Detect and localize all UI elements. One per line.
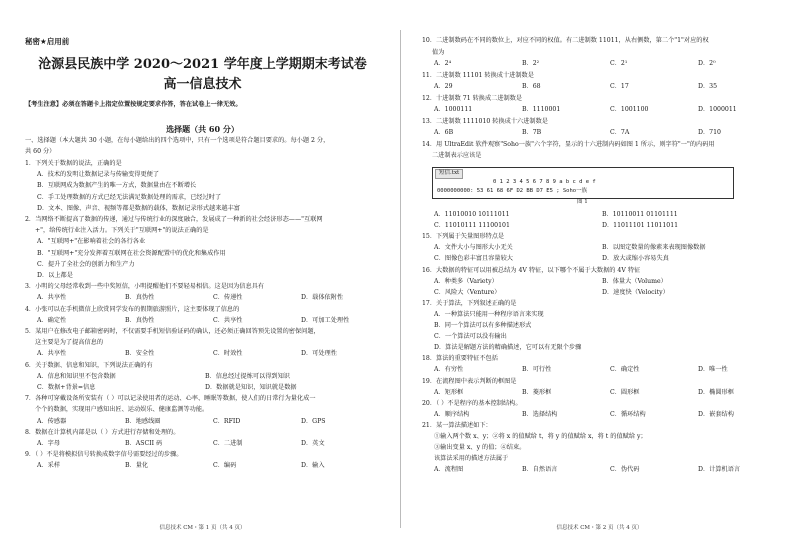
answer-option: B．菱形框	[522, 388, 552, 396]
answer-option: C．二进制	[213, 440, 243, 447]
answer-option: B．1110001	[522, 106, 561, 113]
answer-option: ③输出变量 x、y 的值；④结束。	[434, 444, 526, 452]
question-stem: 7．各种可穿戴设备所安装有（ ）可以记录使用者的运动、心率、睡眠等数据，使人们的日常行为量化成一	[25, 395, 316, 403]
section-intro-cont: 共 60 分）	[25, 148, 56, 155]
answer-option: C．圆形框	[610, 388, 640, 396]
question-stem: 17．关于算法，下列叙述正确的是	[422, 299, 517, 307]
answer-option: C．17	[610, 83, 629, 90]
answer-option: A．信息和知识里不包含数据	[37, 372, 116, 380]
answer-option: D．可加工处理性	[301, 316, 350, 324]
question-stem: 12．十进制数 71 转换成二进制数是	[422, 94, 523, 102]
answer-option: D．速度快（Velocity）	[602, 288, 669, 296]
answer-option: B．真伪性	[125, 316, 155, 324]
answer-option: A．2⁴	[434, 60, 452, 67]
left-page	[15, 0, 390, 544]
answer-option: A．6B	[434, 129, 454, 136]
question-stem: 9．（ ）不是将模拟信号转换成数字信号需要经过的步骤。	[25, 451, 183, 459]
answer-option: C．传递性	[213, 294, 243, 302]
answer-option: B．自然语言	[522, 466, 558, 474]
answer-option: B．信息经过提炼可以得到知识	[205, 372, 290, 380]
hex-figure	[432, 167, 734, 199]
answer-option: A．"互联网+"在影响着社会的各行各业	[37, 238, 146, 246]
answer-option: B．2²	[522, 60, 540, 67]
answer-option: C．循环结构	[610, 410, 646, 418]
question-stem: 6．关于数据、信息和知识，下列说法正确的有	[25, 361, 153, 369]
question-stem: 2．当网络不断提高了数据的传递，通过与传统行业的深度融合，发展成了一种新的社会经济形态——"互联网	[25, 216, 323, 223]
section-intro: 一、选择题（本大题共 30 小题，在每小题给出的四个选项中，只有一个选项是符合题目要求的。每小题 2 分，	[25, 137, 330, 144]
answer-option: D．放大或缩小容易失真	[602, 255, 669, 263]
answer-option: C．7A	[610, 129, 630, 136]
answer-option: D．椭圆形框	[698, 388, 734, 396]
answer-option: A．文件大小与图形大小无关	[434, 244, 513, 252]
answer-option: 该算法采用的描述方法属于	[434, 455, 509, 463]
question-stem: 13．二进制数 1111010 转换成十六进制数是	[422, 117, 548, 125]
answer-option: D．可处理性	[301, 350, 337, 358]
answer-option: C．一个算法可以没有输出	[434, 333, 507, 341]
figure-data-row: 0000000000: 53 61 68 6F D2 BB D7 E5 ; Soho一族	[437, 188, 588, 194]
answer-option: B．10110011 01101111	[602, 211, 678, 218]
answer-option: ①输入两个数 x、y；②将 x 的值赋给 t，将 y 的值赋给 x，将 t 的值赋给 y；	[434, 433, 647, 440]
question-stem: 14．用 UltraEdit 软件观察"Soho一族"六个字符，显示的十六进制内码如图 1 所示，则字符"一"的内码用	[422, 140, 715, 148]
question-stem: 18．算法的重要特征不包括	[422, 355, 498, 363]
answer-option: C．风险大（Venture）	[434, 288, 501, 296]
question-stem: 8．数据在计算机内部是以（ ）方式进行存储和处理的。	[25, 428, 180, 436]
question-stem: 5．某用户在修改电子邮箱密码时，不仅需要手机短信验证码的确认，还必须正确回答预先设置的密保问题，	[25, 328, 320, 335]
answer-option: B．地感线圈	[125, 417, 161, 425]
answer-option: B．68	[522, 83, 541, 90]
answer-option: A．传感器	[37, 417, 67, 425]
question-stem-cont: +"，给传统行业注入活力。下列关于"互联网+"的说法正确的是	[35, 227, 209, 235]
section-title: 选择题（共 60 分）	[166, 124, 239, 134]
answer-option: A．29	[434, 83, 453, 90]
answer-option: A．顺序结构	[434, 410, 470, 418]
answer-option: C．数据+背景=信息	[37, 384, 96, 391]
answer-option: D．计算机语言	[698, 466, 741, 474]
answer-option: B．选择结构	[522, 410, 558, 418]
answer-option: A．一种算法只能用一种程序语言来实现	[434, 310, 544, 318]
question-stem: 16．大数据的特征可以用被总结为 4V 特征，以下哪个不属于大数据的 4V 特征	[422, 266, 641, 274]
answer-option: C．RFID	[213, 417, 241, 425]
answer-option: A．采样	[37, 462, 61, 470]
question-stem-cont: 这主要是为了提高信息的	[35, 339, 104, 347]
answer-option: A．流程图	[434, 466, 464, 474]
figure-header-row: 0 1 2 3 4 5 6 7 8 9 a b c d e f	[493, 179, 596, 185]
footer-right: 信息技术 CM・第 2 页（共 4 页）	[556, 525, 643, 531]
answer-option: A．字母	[37, 440, 61, 447]
figure-caption: 图 1	[577, 199, 588, 205]
exam-subject: 高一信息技术	[163, 77, 242, 92]
footer-left: 信息技术 CM・第 1 页（共 4 页）	[159, 525, 246, 531]
answer-option: A．共享性	[37, 350, 67, 358]
answer-option: A．种类多（Variety）	[434, 277, 498, 285]
answer-option: B．ASCII 码	[125, 440, 163, 447]
page-divider	[400, 30, 401, 528]
answer-option: D．2⁰	[698, 60, 716, 67]
answer-option: A．有穷性	[434, 366, 464, 374]
answer-option: A．共享性	[37, 294, 67, 302]
answer-option: C．伪代码	[610, 466, 640, 474]
answer-option: A．1000111	[434, 106, 473, 113]
answer-option: B．量化	[125, 462, 149, 470]
question-stem: 10．二进制数码在不同的数位上，对应不同的权值。有二进制数 11011，从右侧数，第二个"1"对应的权	[422, 37, 709, 44]
answer-option: C．共享性	[213, 316, 243, 324]
answer-option: C．提升了全社会的创新力和生产力	[37, 260, 135, 268]
question-stem-cont: 值为	[432, 48, 445, 56]
answer-option: D．英文	[301, 440, 325, 447]
answer-option: D．35	[698, 83, 718, 90]
question-stem: 3．小明的父母经常收到一些中奖短信，小明提醒他们不要轻易相信。这是因为信息具有	[25, 283, 265, 291]
answer-option: D．嵌套结构	[698, 410, 734, 418]
answer-option: A．技术的发明让数据记录与传输变得更便了	[37, 171, 160, 179]
question-stem: 21．某一算法描述如下：	[422, 421, 492, 429]
answer-option: D．唯一性	[698, 366, 728, 374]
answer-option: D．算法是解题方法的精确描述，它可以有无限个步骤	[434, 344, 582, 352]
secret-mark: 秘密★启用前	[25, 37, 70, 46]
right-page	[412, 0, 787, 544]
answer-option: B．安全性	[125, 350, 155, 358]
answer-option: C．1001100	[610, 106, 649, 113]
answer-option: B．体量大（Volume）	[602, 277, 667, 285]
answer-option: D．11011101 11011011	[602, 222, 679, 230]
question-stem: 4．小张可以在手机微信上欣赏同学发布的假期旅游照片，这主要体现了信息的	[25, 305, 240, 313]
figure-tab: 短信.txt	[435, 169, 463, 179]
answer-option: B．可行性	[522, 366, 552, 374]
answer-option: D．数据就是知识，知识就是数据	[205, 384, 297, 391]
question-stem: 15．下列属于矢量图形特点是	[422, 233, 505, 241]
answer-option: D．GPS	[301, 417, 326, 425]
answer-option: B．真伪性	[125, 294, 155, 302]
answer-option: B．同一个算法可以有多种描述形式	[434, 322, 532, 329]
answer-option: D．输入	[301, 462, 325, 470]
answer-option: B．"互联网+"充分发挥着互联网在社会资源配置中的优化和集成作用	[37, 249, 226, 257]
exam-title: 沧源县民族中学 2020～2021 学年度上学期期末考试卷	[38, 57, 367, 72]
answer-option: C．11010111 11100101	[434, 222, 510, 230]
answer-option: C．编码	[213, 462, 237, 470]
answer-option: C．时效性	[213, 350, 243, 358]
answer-option: D．710	[698, 129, 721, 136]
question-stem-cont: 二进制表示应该是	[432, 152, 482, 159]
question-stem: 20．（ ）不是程序的基本控制结构。	[422, 399, 522, 407]
answer-option: A．确定性	[37, 316, 67, 324]
answer-option: C．手工处理数据的方式已经无法满足数据处理的需求，已经过时了	[37, 193, 222, 201]
answer-option: A．矩形框	[434, 388, 464, 396]
answer-option: D．载体依附性	[301, 294, 344, 302]
question-stem: 19．在流程图中表示判断的框图是	[422, 377, 517, 385]
answer-option: B．互联网成为数据产生的唯一方式，数据量由在不断增长	[37, 182, 197, 190]
question-stem: 11．二进制数 11101 转换成十进制数是	[422, 71, 534, 79]
answer-option: B．7B	[522, 129, 542, 136]
notice: 【考生注意】必须在答题卡上指定位置按规定要求作答，答在试卷上一律无效。	[25, 101, 242, 108]
answer-option: B．以图定数量的像素来表现图像数据	[602, 244, 706, 252]
answer-option: D．1000011	[698, 106, 737, 113]
answer-option: A．11010010 10111011	[434, 211, 510, 218]
answer-option: D．文本、图像、声音、视频等都是数据的载体，数据记录形式越来越丰富	[37, 204, 240, 212]
question-stem-cont: 个个的数据，实现用户感知出匠、运动娱乐、健康监测等功能。	[35, 406, 209, 414]
answer-option: C．确定性	[610, 366, 640, 374]
answer-option: C．图像色彩丰富且容量较大	[434, 255, 513, 263]
answer-option: C．2¹	[610, 60, 628, 67]
question-stem: 1．下列关于数据的说法，正确的是	[25, 160, 122, 167]
answer-option: D．以上都是	[37, 272, 73, 279]
